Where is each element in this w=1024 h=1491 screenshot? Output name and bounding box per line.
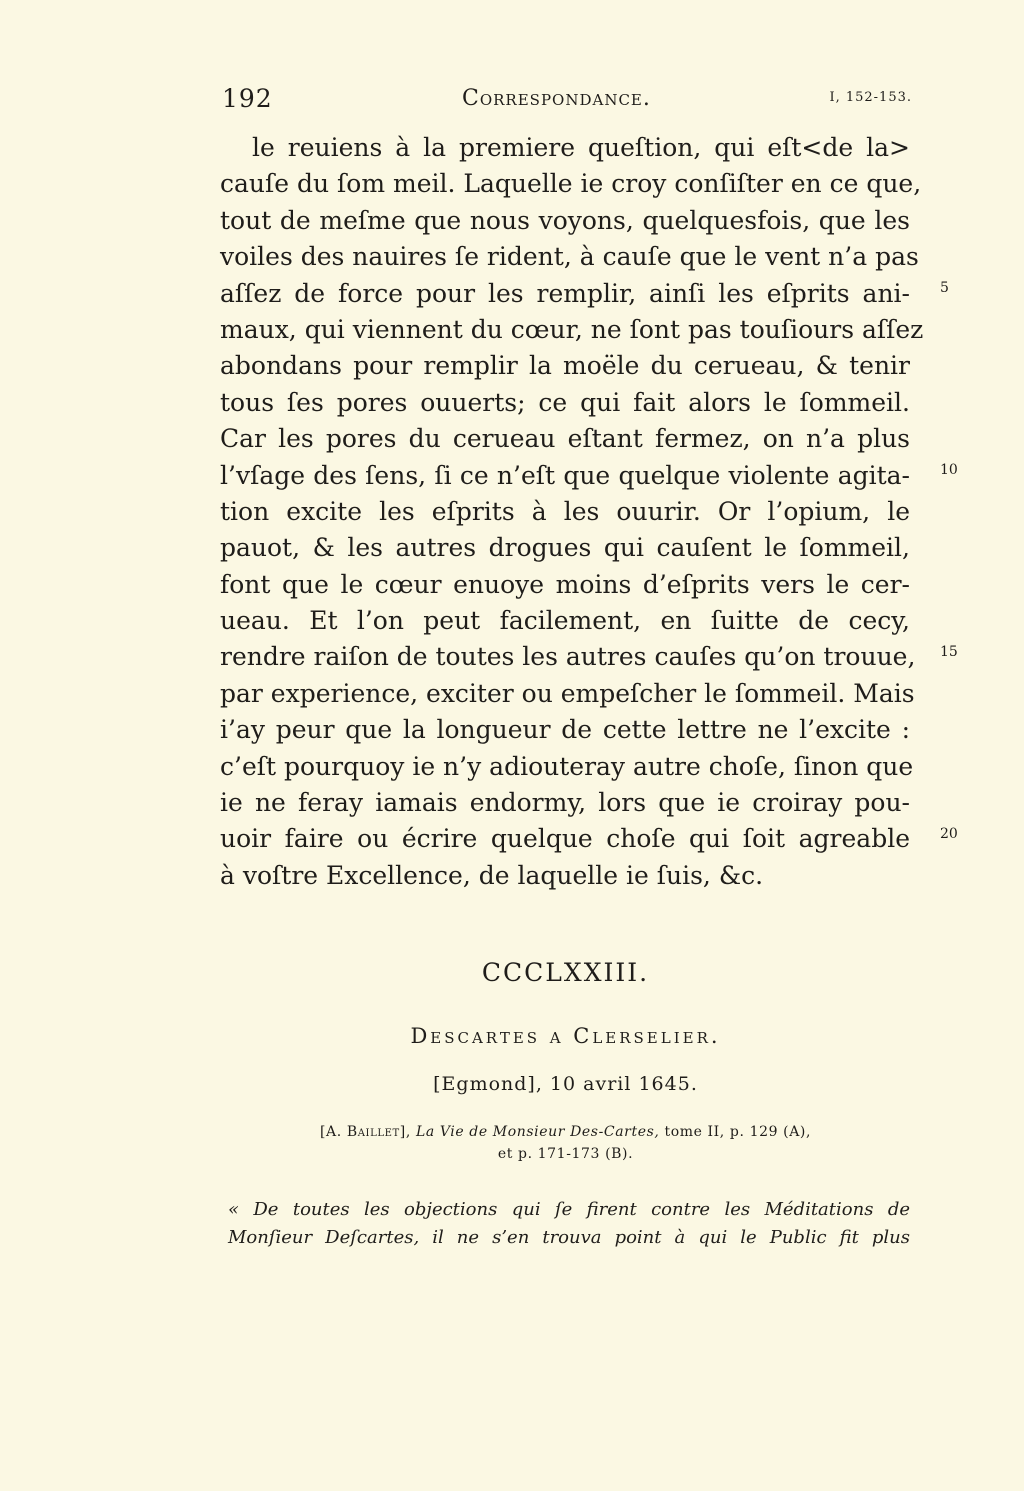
source-ref-1: tome II, p. 129 (A),: [664, 1124, 812, 1140]
text-line: voiles des nauires ſe rident, à cauſe que le vent n’a pas: [220, 242, 919, 272]
quote-line: Monſieur Deſcartes, il ne s’en trouva point à qui le Public fit plus: [228, 1227, 910, 1248]
quote-line: « De toutes les objections qui ſe firent contre les Méditations de: [228, 1199, 910, 1220]
page-number: 192: [222, 84, 273, 113]
text-line: Car les pores du cerueau eſtant fermez, on n’a plus: [220, 424, 910, 454]
text-line: i’ay peur que la longueur de cette lettre ne l’excite :: [220, 715, 910, 745]
running-title: Correspondance.: [462, 86, 651, 111]
text-line: ie ne feray iamais endormy, lors que ie croiray pou-: [220, 788, 910, 818]
text-line: cauſe du ſom meil. Laquelle ie croy conſiſter en ce que,: [220, 169, 922, 199]
source-ref-2: et p. 171-173 (B).: [497, 1146, 634, 1162]
text-line: le reuiens à la premiere queſtion, qui eſt<de la>: [252, 133, 910, 162]
letter-number: CCCLXXIII.: [481, 958, 650, 987]
letter-date: [Egmond], 10 avril 1645.: [433, 1073, 698, 1095]
margin-line-number: 15: [940, 644, 958, 660]
text-line: aſſez de force pour les remplir, ainſi les eſprits ani-: [220, 278, 910, 308]
quoted-passage: [228, 1196, 910, 1252]
margin-line-number: 10: [940, 462, 958, 478]
text-line: tout de meſme que nous voyons, quelquesfois, que les: [220, 205, 910, 235]
source-citation: [0, 1121, 1024, 1165]
source-line-1: [0, 1121, 1024, 1143]
text-line: maux, qui viennent du cœur, ne ſont pas touſiours aſſez: [220, 314, 924, 344]
volume-reference: I, 152-153.: [829, 90, 912, 105]
margin-line-number: 20: [940, 826, 958, 842]
text-line: uoir faire ou écrire quelque choſe qui ſoit agreable: [220, 824, 910, 854]
text-line: tous ſes pores ouuerts; ce qui fait alors le ſommeil.: [220, 387, 910, 417]
source-author: [A. Baillet],: [319, 1124, 411, 1140]
margin-line-number: 5: [940, 280, 949, 296]
text-line: par experience, exciter ou empeſcher le ſommeil. Mais: [220, 678, 915, 708]
text-line: pauot, & les autres drogues qui cauſent le ſommeil,: [220, 533, 910, 563]
letter-heading: Descartes a Clerselier.: [410, 1024, 721, 1048]
text-line: rendre raiſon de toutes les autres cauſes qu’on trouue,: [220, 642, 916, 672]
text-line: l’vſage des ſens, ſi ce n’eſt que quelque violente agita-: [220, 460, 910, 490]
text-line: c’eſt pourquoy ie n’y adiouteray autre choſe, ſinon que: [220, 751, 914, 781]
letter-body-text: [220, 130, 924, 894]
running-header: [222, 84, 912, 114]
source-title: La Vie de Monsieur Des-Cartes,: [415, 1124, 660, 1140]
text-line: ueau. Et l’on peut facilement, en ſuitte de cecy,: [220, 606, 910, 636]
text-line: à voſtre Excellence, de laquelle ie ſuis, &c.: [220, 860, 764, 890]
text-line: abondans pour remplir la moële du cerueau, & tenir: [220, 351, 910, 381]
text-line: font que le cœur enuoye moins d’eſprits vers le cer-: [220, 569, 910, 599]
text-line: tion excite les eſprits à les ouurir. Or l’opium, le: [220, 496, 910, 526]
